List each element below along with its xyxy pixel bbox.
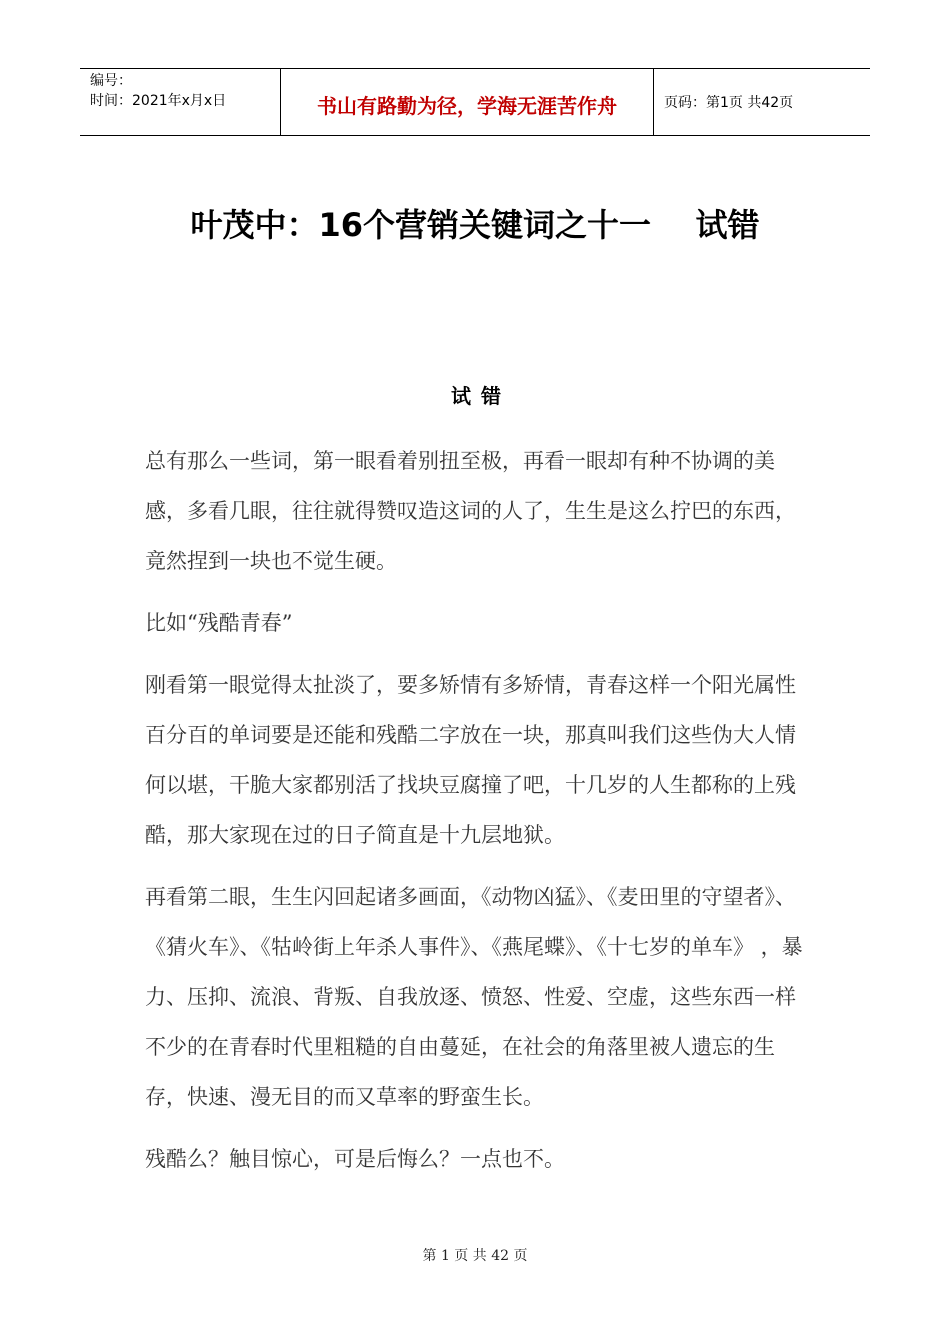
document-header — [80, 68, 870, 136]
header-number-label: 编号： — [90, 73, 132, 89]
paragraph: 残酷么？触目惊心，可是后悔么？一点也不。 — [145, 1147, 565, 1171]
page-footer: 第 1 页 共 42 页 — [422, 1248, 528, 1264]
header-page-label: 页码：第1页 共42页 — [664, 95, 794, 111]
paragraph: 总有那么一些词，第一眼看着别扭至极，再看一眼却有种不协调的美感，多看几眼，往往就得赞叹造这词的人了，生生是这么拧巴的东西，竟然捏到一块也不觉生硬。 — [145, 449, 796, 573]
paragraph: 刚看第一眼觉得太扯淡了，要多矫情有多矫情，青春这样一个阳光属性百分百的单词要是还能和残酷二字放在一块，那真叫我们这些伪大人情何以堪，干脆大家都别活了找块豆腐撞了吧，十几岁的人生都称的上残酷，那大家现在过的日子简直是十九层地狱。 — [145, 673, 796, 847]
header-motto: 书山有路勤为径，学海无涯苦作舟 — [281, 69, 654, 135]
paragraph: 再看第二眼，生生闪回起诸多画面，《动物凶猛》、《麦田里的守望者》、《猜火车》、《牯岭街上年杀人事件》、《燕尾蝶》、《十七岁的单车》 ，暴力、压抑、流浪、背叛、自我放逐、愤怒、性爱、空虚，这些东西一样不少的在青春时代里粗糙的自由蔓延，在社会的角落里被人遗忘的生存，快速、漫无目的而又草率的野蛮生长。 — [145, 885, 803, 1109]
paragraph: 比如“残酷青春” — [145, 611, 293, 635]
document-title: 叶茂中：16个营销关键词之十一 试错 — [190, 206, 760, 244]
header-meta — [80, 69, 281, 135]
header-time-label: 时间：2021年x月x日 — [90, 93, 227, 109]
section-title: 试错 — [451, 384, 511, 408]
document-body — [145, 436, 805, 1196]
